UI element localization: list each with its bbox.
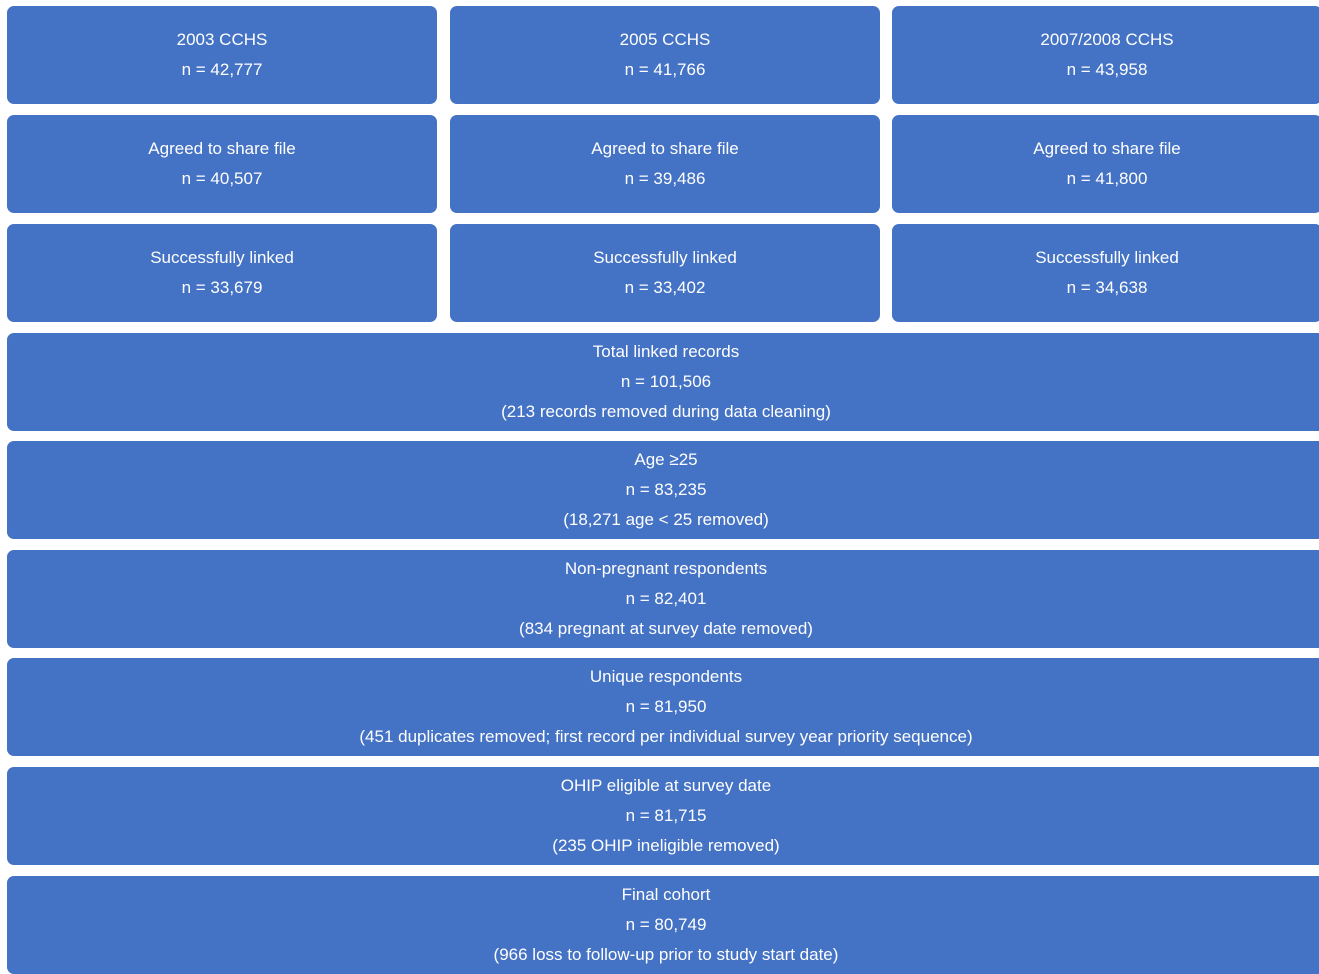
survey-box-2003 — [7, 6, 437, 104]
linked-count: n = 33,402 — [624, 278, 706, 297]
step-note: (834 pregnant at survey date removed) — [519, 619, 813, 638]
step-box-total-linked — [7, 333, 1319, 431]
shared-box-2003 — [7, 115, 437, 213]
shared-count: n = 40,507 — [181, 169, 263, 188]
survey-name: 2005 CCHS — [619, 30, 711, 49]
step-box-unique — [7, 658, 1319, 756]
shared-label: Agreed to share file — [591, 139, 739, 158]
step-label: Total linked records — [592, 342, 740, 361]
survey-name: 2003 CCHS — [176, 30, 268, 49]
survey-name: 2007/2008 CCHS — [1040, 30, 1174, 49]
linked-box-2005 — [450, 224, 880, 322]
shared-box-2007-2008 — [892, 115, 1319, 213]
linked-count: n = 34,638 — [1066, 278, 1148, 297]
step-label: Unique respondents — [589, 667, 743, 686]
linked-label: Successfully linked — [593, 248, 737, 267]
shared-label: Agreed to share file — [148, 139, 296, 158]
step-label: Final cohort — [621, 885, 711, 904]
step-label: Non-pregnant respondents — [564, 559, 768, 578]
linked-count: n = 33,679 — [181, 278, 263, 297]
linked-label: Successfully linked — [1035, 248, 1179, 267]
step-count: n = 101,506 — [620, 372, 712, 391]
step-box-non-pregnant — [7, 550, 1319, 648]
linked-box-2007-2008 — [892, 224, 1319, 322]
step-note: (451 duplicates removed; first record per individual survey year priority sequence) — [359, 727, 973, 746]
shared-label: Agreed to share file — [1033, 139, 1181, 158]
step-count: n = 80,749 — [625, 915, 707, 934]
step-note: (18,271 age < 25 removed) — [563, 510, 769, 529]
step-count: n = 83,235 — [625, 480, 707, 499]
step-box-ohip-eligible — [7, 767, 1319, 865]
step-note: (966 loss to follow-up prior to study start date) — [493, 945, 839, 964]
step-note: (235 OHIP ineligible removed) — [552, 836, 780, 855]
step-label: OHIP eligible at survey date — [560, 776, 772, 795]
step-box-final-cohort — [7, 876, 1319, 974]
step-box-age — [7, 441, 1319, 539]
shared-count: n = 39,486 — [624, 169, 706, 188]
survey-count: n = 43,958 — [1066, 60, 1148, 79]
shared-count: n = 41,800 — [1066, 169, 1148, 188]
survey-count: n = 42,777 — [181, 60, 263, 79]
step-label: Age ≥25 — [634, 450, 698, 469]
step-count: n = 81,950 — [625, 697, 707, 716]
step-count: n = 82,401 — [625, 589, 707, 608]
step-note: (213 records removed during data cleaning) — [501, 402, 831, 421]
survey-box-2005 — [450, 6, 880, 104]
shared-box-2005 — [450, 115, 880, 213]
survey-box-2007-2008 — [892, 6, 1319, 104]
linked-box-2003 — [7, 224, 437, 322]
linked-label: Successfully linked — [150, 248, 294, 267]
step-count: n = 81,715 — [625, 806, 707, 825]
survey-count: n = 41,766 — [624, 60, 706, 79]
